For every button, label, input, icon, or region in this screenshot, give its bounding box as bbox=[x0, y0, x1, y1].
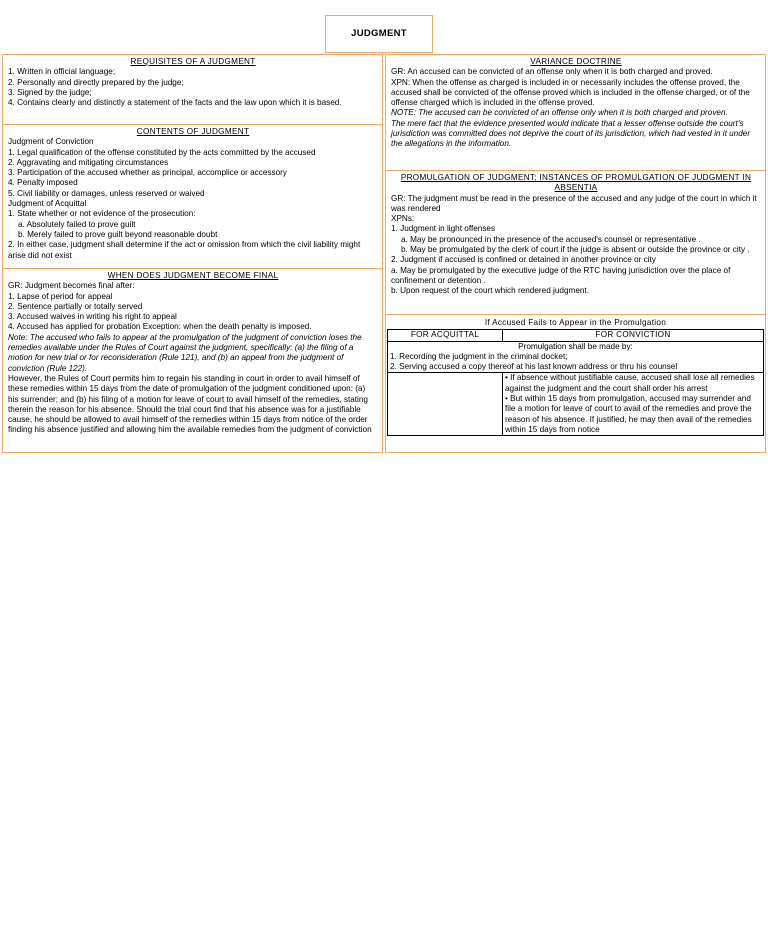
variance-section bbox=[386, 55, 765, 171]
fails-table bbox=[387, 329, 764, 436]
list-item: 3. Participation of the accused whether as principal, accomplice or accessory bbox=[8, 168, 287, 178]
promulgation-xpns: XPNs: bbox=[391, 214, 415, 224]
variance-note: NOTE: The accused can be convicted of an offense only when it is both charged and proven. bbox=[391, 108, 728, 118]
list-item: 2. Serving accused a copy thereof at his last known address or thru his counsel bbox=[390, 362, 678, 372]
variance-mere: The mere fact that the evidence presented would indicate that a lesser offense outside the court's jurisdiction was committed does not deprive the court of its jurisdiction, which had vested in it under the allegations in the information. bbox=[391, 118, 751, 149]
variance-gr: GR: An accused can be convicted of an offense only when it is both charged and proved. bbox=[391, 67, 713, 77]
col-acquittal-header: FOR ACQUITTAL bbox=[388, 330, 503, 341]
contents-section bbox=[3, 125, 382, 269]
left-column bbox=[2, 54, 383, 453]
acquittal-label: Judgment of Acquittal bbox=[8, 199, 87, 209]
list-item: 1. Judgment in light offenses bbox=[391, 224, 496, 234]
list-item: a. May be promulgated by the executive judge of the RTC having jurisdiction over the place of confinement or detention . bbox=[391, 265, 731, 285]
requisites-section bbox=[3, 55, 382, 125]
final-however: However, the Rules of Court permits him to regain his standing in court in order to avail himself of these remedies within 15 days from the date of promulgation of the judgment conditioned upon: (a) his surrender; and (b) his filing of a motion for leave of court to avail himself of the remedies, stating therein the reason for his absence. Should the trial court find that his absence was for a justifiable cause, he should be allowed to avail himself of the remedies within 15 days from notice of the order finding his absence justified and allowing him the available remedies from the judgment of conviction bbox=[8, 373, 372, 435]
variance-heading: VARIANCE DOCTRINE bbox=[530, 57, 622, 66]
list-item: 2. Aggravating and mitigating circumstances bbox=[8, 157, 169, 167]
table-row bbox=[388, 330, 764, 341]
list-item: b. Upon request of the court which rendered judgment. bbox=[391, 286, 589, 296]
table-row bbox=[388, 341, 764, 373]
list-item: b. May be promulgated by the clerk of court if the judge is absent or outside the province or city . bbox=[401, 245, 750, 255]
list-item: 2. In either case, judgment shall determine if the act or omission from which the civil liability might arise did not exist bbox=[8, 240, 361, 260]
list-item: 4. Penalty imposed bbox=[8, 178, 78, 188]
list-item: 1. State whether or not evidence of the prosecution: bbox=[8, 209, 196, 219]
promulgation-heading: PROMULGATION OF JUDGMENT; INSTANCES OF PROMULGATION OF JUDGMENT IN ABSENTIA bbox=[400, 173, 752, 193]
list-item: 4. Accused has applied for probation Exception: when the death penalty is imposed. bbox=[8, 322, 312, 332]
right-column bbox=[385, 54, 766, 453]
page-title: JUDGMENT bbox=[325, 15, 433, 53]
conviction-label: Judgment of Conviction bbox=[8, 137, 94, 147]
fails-section bbox=[386, 315, 765, 438]
col-conviction-header: FOR CONVICTION bbox=[503, 330, 764, 341]
acquittal-cell bbox=[388, 373, 503, 436]
list-item: 2. Sentence partially or totally served bbox=[8, 301, 143, 311]
made-by-label: Promulgation shall be made by: bbox=[518, 341, 633, 351]
conviction-cell bbox=[503, 373, 764, 436]
list-item: • If absence without justifiable cause, accused shall lose all remedies against the judgment and the court shall order his arrest bbox=[505, 373, 755, 393]
list-item: 3. Signed by the judge; bbox=[8, 87, 92, 97]
list-item: b. Merely failed to prove guilt beyond reasonable doubt bbox=[18, 229, 218, 239]
variance-xpn: XPN: When the offense as charged is included in or necessarily includes the offense proved, the accused shall be convicted of the offense proved which is included in the offense charged, or of the offense charged which is included in the offense proved. bbox=[391, 77, 750, 108]
final-heading: WHEN DOES JUDGMENT BECOME FINAL bbox=[107, 271, 279, 280]
table-row bbox=[388, 373, 764, 436]
fails-heading: If Accused Fails to Appear in the Promulgation bbox=[484, 318, 667, 327]
requisites-heading: REQUISITES OF A JUDGMENT bbox=[130, 57, 256, 66]
list-item: a. Absolutely failed to prove guilt bbox=[18, 219, 136, 229]
list-item: 2. Judgment if accused is confined or detained in another province or city bbox=[391, 255, 656, 265]
list-item: 1. Legal qualification of the offense constituted by the acts committed by the accused bbox=[8, 147, 316, 157]
list-item: 2. Personally and directly prepared by the judge; bbox=[8, 77, 184, 87]
list-item: 1. Lapse of period for appeal bbox=[8, 291, 113, 301]
list-item: 3. Accused waives in writing his right to appeal bbox=[8, 312, 177, 322]
list-item: a. May be pronounced in the presence of the accused's counsel or representative . bbox=[401, 234, 701, 244]
final-note: Note: The accused who fails to appear at the promulgation of the judgment of conviction loses the remedies available under the Rules of Court against the judgment, specifically: (a) the filing of a motion for new trial or for reconsideration (Rule 121), and (b) an appeal from the judgment of conviction (Rule 122). bbox=[8, 332, 362, 373]
final-gr: GR: Judgment becomes final after: bbox=[8, 281, 135, 291]
list-item: 1. Recording the judgment in the criminal docket; bbox=[390, 351, 568, 361]
final-section bbox=[3, 269, 382, 438]
list-item: 1. Written in official language; bbox=[8, 67, 116, 77]
list-item: • But within 15 days from promulgation, accused may surrender and file a motion for leave of court to avail of the remedies and prove the reason of his absence. If justified, he may then avail of the remedies within 15 days from notice bbox=[505, 394, 752, 434]
promulgation-section bbox=[386, 171, 765, 315]
promulgation-gr: GR: The judgment must be read in the presence of the accused and any judge of the court in which it was rendered bbox=[391, 193, 757, 213]
list-item: 4. Contains clearly and distinctly a statement of the facts and the law upon which it is based. bbox=[8, 98, 342, 108]
contents-heading: CONTENTS OF JUDGMENT bbox=[136, 127, 250, 136]
made-by-cell bbox=[388, 341, 764, 373]
list-item: 5. Civil liability or damages, unless reserved or waived bbox=[8, 188, 205, 198]
